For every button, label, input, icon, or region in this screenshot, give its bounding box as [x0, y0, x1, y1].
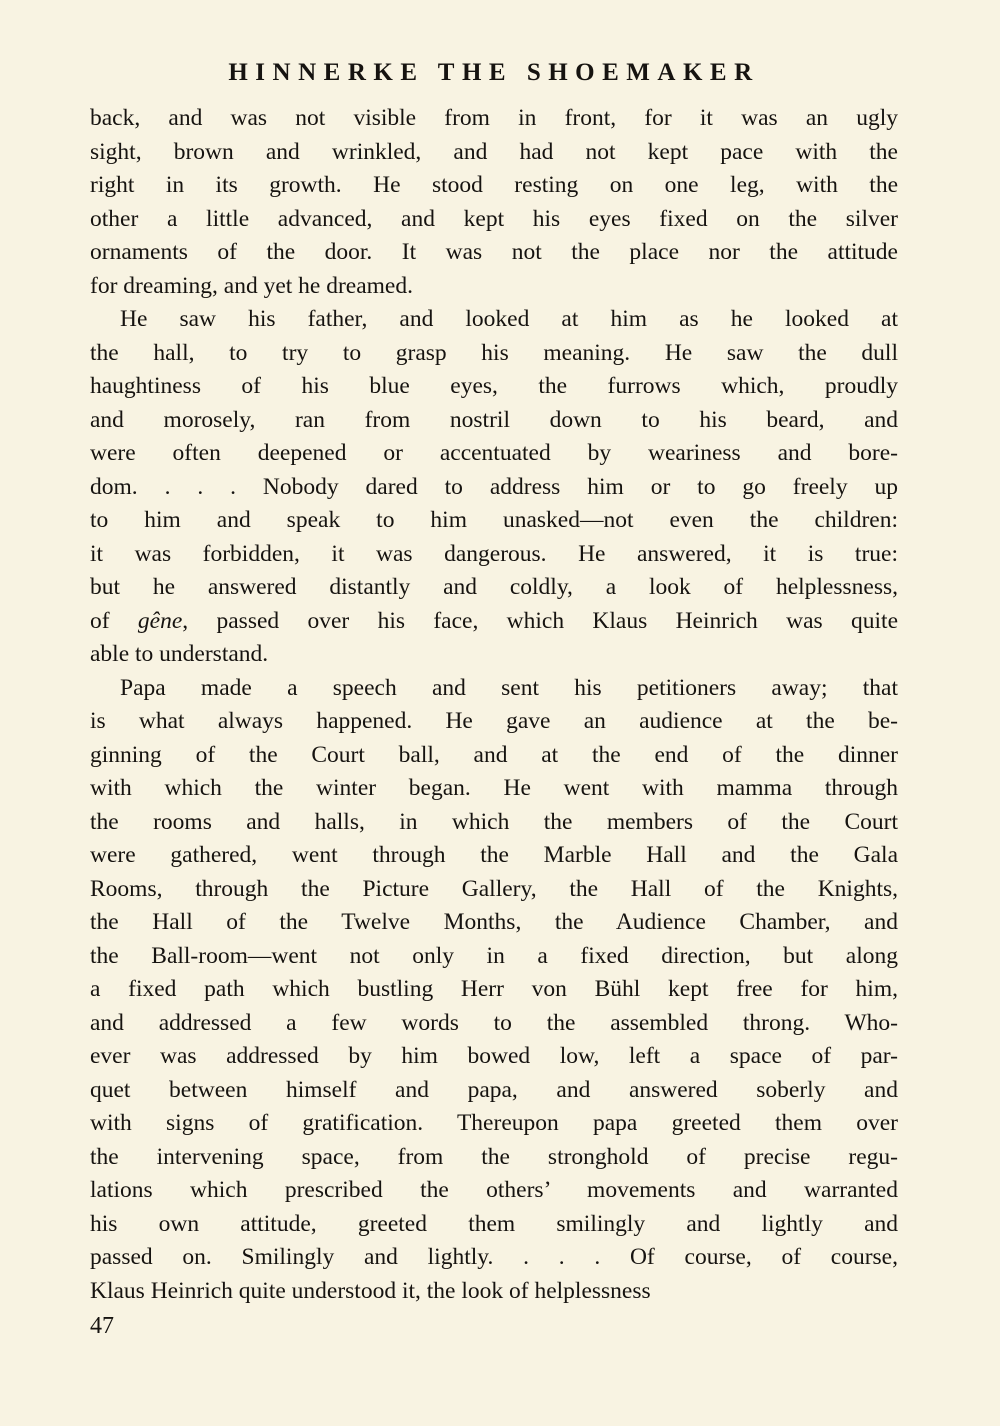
text-line: back, and was not visible from in front, for it was an ugly: [90, 105, 898, 131]
text-line: ginning of the Court ball, and at the end of the dinner: [90, 741, 898, 768]
page-number: 47: [90, 1313, 114, 1339]
paragraph: [90, 102, 898, 303]
text-line: the hall, to try to grasp his meaning. He saw the dull: [90, 339, 898, 366]
italic-text: gêne: [137, 607, 183, 634]
text-line: Klaus Heinrich quite understood it, the look of helplessness: [90, 1277, 651, 1304]
text-line: haughtiness of his blue eyes, the furrows which, proudly: [90, 373, 898, 399]
text-line: the Ball-room—went not only in a fixed direction, but along: [90, 942, 898, 969]
text-line: of gêne, passed over his face, which Klaus Heinrich was quite: [90, 607, 898, 634]
text-line: were gathered, went through the Marble Hall and the Gala: [90, 842, 898, 868]
text-line: with which the winter began. He went with mamma through: [90, 775, 898, 801]
text-line: lations which prescribed the others’ movements and warranted: [90, 1177, 898, 1203]
text-line: He saw his father, and looked at him as he looked at: [120, 306, 898, 332]
text-line: ever was addressed by him bowed low, left a space of par-: [90, 1043, 898, 1069]
page-header: HINNERKE THE SHOEMAKER: [228, 59, 760, 86]
text-line: sight, brown and wrinkled, and had not kept pace with the: [90, 138, 898, 165]
text-line: with signs of gratification. Thereupon papa greeted them over: [90, 1110, 898, 1136]
paragraph: [90, 303, 898, 672]
text-line: and addressed a few words to the assembled throng. Who-: [90, 1009, 898, 1036]
text-line: a fixed path which bustling Herr von Bühl kept free for him,: [90, 976, 898, 1002]
text-line: other a little advanced, and kept his eyes fixed on the silver: [90, 205, 898, 232]
text-line: were often deepened or accentuated by weariness and bore-: [90, 440, 898, 466]
text-line: able to understand.: [90, 641, 269, 667]
book-page: [90, 58, 898, 1344]
text-line: it was forbidden, it was dangerous. He answered, it is true:: [90, 540, 898, 567]
text-line: the rooms and halls, in which the members of the Court: [90, 808, 898, 835]
text-line: but he answered distantly and coldly, a look of helplessness,: [90, 574, 898, 600]
text-line: the Hall of the Twelve Months, the Audience Chamber, and: [90, 909, 898, 935]
text-line: the intervening space, from the stronghold of precise regu-: [90, 1143, 898, 1170]
text-line: to him and speak to him unasked—not even the children:: [90, 507, 898, 533]
paragraph: [90, 672, 898, 1309]
text-line: dom. . . . Nobody dared to address him or to go freely up: [90, 473, 898, 500]
text-line: ornaments of the door. It was not the place nor the attitude: [90, 239, 898, 265]
text-line: and morosely, ran from nostril down to his beard, and: [90, 406, 898, 433]
text-line: is what always happened. He gave an audience at the be-: [90, 708, 898, 734]
paragraphs: [90, 102, 898, 1308]
text-line: for dreaming, and yet he dreamed.: [90, 272, 413, 299]
text-line: right in its growth. He stood resting on one leg, with the: [90, 172, 898, 198]
text-line: passed on. Smilingly and lightly. . . . Of course, of course,: [90, 1244, 898, 1270]
text-line: quet between himself and papa, and answered soberly and: [90, 1076, 898, 1103]
text-line: Papa made a speech and sent his petitioners away; that: [120, 674, 898, 701]
text-line: Rooms, through the Picture Gallery, the Hall of the Knights,: [90, 875, 898, 902]
text-line: his own attitude, greeted them smilingly and lightly and: [90, 1210, 898, 1237]
